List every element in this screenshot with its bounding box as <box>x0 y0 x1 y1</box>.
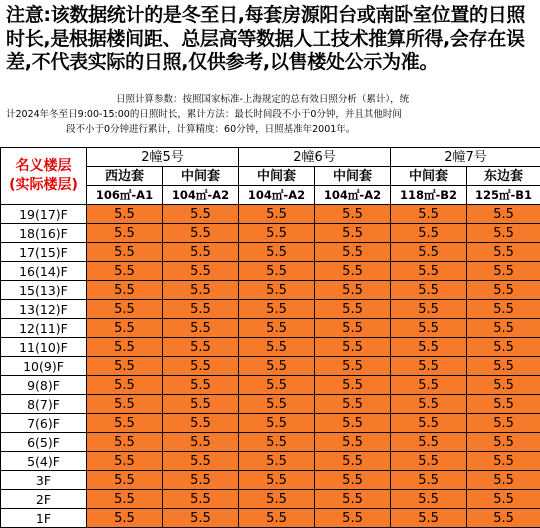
calculation-parameters <box>0 92 540 142</box>
sunlight-hours-cell: 5.5 <box>315 338 391 357</box>
sunlight-hours-cell: 5.5 <box>163 471 239 490</box>
sunlight-hours-cell: 5.5 <box>391 490 467 509</box>
unit-name: 中间套 <box>391 167 467 186</box>
sunlight-hours-cell: 5.5 <box>163 262 239 281</box>
sunlight-hours-cell: 5.5 <box>391 205 467 224</box>
sunlight-hours-cell: 5.5 <box>391 300 467 319</box>
sunlight-hours-cell: 5.5 <box>391 471 467 490</box>
sunlight-hours-cell: 5.5 <box>391 281 467 300</box>
sunlight-hours-cell: 5.5 <box>239 471 315 490</box>
floor-label: 17(15)F <box>1 243 87 262</box>
sunlight-hours-cell: 5.5 <box>87 471 163 490</box>
sunlight-hours-cell: 5.5 <box>467 433 540 452</box>
building-header: 2幢7号 <box>391 148 540 167</box>
sunlight-hours-cell: 5.5 <box>239 205 315 224</box>
sunlight-hours-cell: 5.5 <box>163 243 239 262</box>
sunlight-hours-cell: 5.5 <box>315 205 391 224</box>
table-row <box>1 281 540 300</box>
sunlight-hours-cell: 5.5 <box>239 395 315 414</box>
sunlight-hours-cell: 5.5 <box>315 376 391 395</box>
sunlight-hours-cell: 5.5 <box>87 452 163 471</box>
sunlight-hours-cell: 5.5 <box>391 395 467 414</box>
sunlight-hours-cell: 5.5 <box>163 357 239 376</box>
sunlight-hours-cell: 5.5 <box>315 452 391 471</box>
sunlight-hours-cell: 5.5 <box>391 338 467 357</box>
params-line-3: 段不小于0分钟进行累计，计算精度：60分钟，日照基准年2001年。 <box>6 122 534 137</box>
sunlight-hours-cell: 5.5 <box>315 243 391 262</box>
floor-label: 1F <box>1 509 87 528</box>
unit-name: 东边套 <box>467 167 540 186</box>
sunlight-hours-cell: 5.5 <box>239 433 315 452</box>
sunlight-hours-cell: 5.5 <box>163 281 239 300</box>
building-header-row <box>1 148 540 167</box>
sunlight-hours-cell: 5.5 <box>467 319 540 338</box>
sunlight-hours-cell: 5.5 <box>467 414 540 433</box>
sunlight-hours-cell: 5.5 <box>315 509 391 528</box>
sunlight-hours-cell: 5.5 <box>163 300 239 319</box>
sunlight-hours-cell: 5.5 <box>315 433 391 452</box>
sunlight-hours-cell: 5.5 <box>163 205 239 224</box>
unit-type: 104㎡-A2 <box>239 186 315 205</box>
floor-label: 12(11)F <box>1 319 87 338</box>
sunlight-hours-cell: 5.5 <box>391 452 467 471</box>
floor-header-line-2: (实际楼层) <box>1 176 86 195</box>
sunlight-hours-cell: 5.5 <box>163 395 239 414</box>
sunlight-hours-cell: 5.5 <box>391 224 467 243</box>
unit-name: 西边套 <box>87 167 163 186</box>
floor-label: 8(7)F <box>1 395 87 414</box>
sunlight-hours-cell: 5.5 <box>87 490 163 509</box>
sunlight-hours-cell: 5.5 <box>391 262 467 281</box>
sunlight-hours-cell: 5.5 <box>239 376 315 395</box>
sunlight-hours-cell: 5.5 <box>239 338 315 357</box>
table-row <box>1 319 540 338</box>
table-row <box>1 433 540 452</box>
table-row <box>1 376 540 395</box>
floor-label: 19(17)F <box>1 205 87 224</box>
floor-label: 9(8)F <box>1 376 87 395</box>
unit-type: 118㎡-B2 <box>391 186 467 205</box>
floor-column-header <box>1 148 87 205</box>
floor-label: 11(10)F <box>1 338 87 357</box>
floor-label: 10(9)F <box>1 357 87 376</box>
sunlight-hours-cell: 5.5 <box>163 338 239 357</box>
sunlight-hours-cell: 5.5 <box>163 490 239 509</box>
table-row <box>1 471 540 490</box>
sunlight-hours-cell: 5.5 <box>315 262 391 281</box>
sunlight-hours-cell: 5.5 <box>239 281 315 300</box>
sunlight-hours-cell: 5.5 <box>315 414 391 433</box>
sunlight-hours-cell: 5.5 <box>315 395 391 414</box>
sunlight-hours-cell: 5.5 <box>467 300 540 319</box>
sunlight-hours-cell: 5.5 <box>315 300 391 319</box>
sunlight-hours-cell: 5.5 <box>239 300 315 319</box>
table-row <box>1 509 540 528</box>
sunlight-hours-cell: 5.5 <box>87 281 163 300</box>
sunlight-hours-cell: 5.5 <box>467 205 540 224</box>
floor-label: 3F <box>1 471 87 490</box>
floor-label: 5(4)F <box>1 452 87 471</box>
sunlight-hours-cell: 5.5 <box>239 357 315 376</box>
unit-type: 104㎡-A2 <box>163 186 239 205</box>
floor-label: 7(6)F <box>1 414 87 433</box>
sunlight-hours-cell: 5.5 <box>391 319 467 338</box>
sunlight-hours-cell: 5.5 <box>315 357 391 376</box>
sunlight-hours-cell: 5.5 <box>315 319 391 338</box>
sunlight-hours-cell: 5.5 <box>87 414 163 433</box>
sunlight-hours-cell: 5.5 <box>391 509 467 528</box>
sunlight-hours-cell: 5.5 <box>239 319 315 338</box>
sunlight-hours-cell: 5.5 <box>391 357 467 376</box>
sunlight-hours-cell: 5.5 <box>315 471 391 490</box>
sunlight-hours-cell: 5.5 <box>467 376 540 395</box>
sunlight-hours-cell: 5.5 <box>163 414 239 433</box>
sunlight-hours-cell: 5.5 <box>87 205 163 224</box>
sunlight-hours-cell: 5.5 <box>87 262 163 281</box>
table-row <box>1 490 540 509</box>
sunlight-hours-cell: 5.5 <box>87 319 163 338</box>
unit-name: 中间套 <box>163 167 239 186</box>
floor-header-line-1: 名义楼层 <box>1 157 86 176</box>
sunlight-hours-cell: 5.5 <box>467 471 540 490</box>
sunlight-hours-cell: 5.5 <box>87 509 163 528</box>
sunlight-hours-cell: 5.5 <box>163 452 239 471</box>
table-row <box>1 414 540 433</box>
floor-label: 13(12)F <box>1 300 87 319</box>
sunlight-hours-cell: 5.5 <box>391 433 467 452</box>
sunlight-hours-cell: 5.5 <box>163 433 239 452</box>
sunlight-hours-cell: 5.5 <box>87 338 163 357</box>
sunlight-hours-cell: 5.5 <box>87 433 163 452</box>
table-row <box>1 338 540 357</box>
sunlight-hours-cell: 5.5 <box>315 490 391 509</box>
unit-name: 中间套 <box>315 167 391 186</box>
building-header: 2幢5号 <box>87 148 239 167</box>
sunlight-hours-cell: 5.5 <box>87 357 163 376</box>
sunlight-hours-cell: 5.5 <box>87 395 163 414</box>
sunlight-hours-cell: 5.5 <box>87 243 163 262</box>
sunlight-hours-cell: 5.5 <box>239 509 315 528</box>
sunlight-hours-cell: 5.5 <box>239 452 315 471</box>
unit-type: 106㎡-A1 <box>87 186 163 205</box>
sunlight-hours-cell: 5.5 <box>239 262 315 281</box>
params-line-2: 计2024年冬至日9:00-15:00的日照时长，累计方法：最长时间段不小于0分钟，并且其他时间 <box>6 107 534 122</box>
table-row <box>1 395 540 414</box>
sunlight-hours-cell: 5.5 <box>467 243 540 262</box>
sunlight-hours-cell: 5.5 <box>239 224 315 243</box>
building-header: 2幢6号 <box>239 148 391 167</box>
sunlight-hours-cell: 5.5 <box>467 338 540 357</box>
table-body <box>1 205 540 528</box>
sunlight-hours-cell: 5.5 <box>163 319 239 338</box>
sunlight-hours-cell: 5.5 <box>163 376 239 395</box>
unit-name: 中间套 <box>239 167 315 186</box>
sunlight-hours-cell: 5.5 <box>467 395 540 414</box>
sunlight-hours-cell: 5.5 <box>239 490 315 509</box>
notice-text: 注意:该数据统计的是冬至日,每套房源阳台或南卧室位置的日照时长,是根据楼间距、总层高等数据人工技术推算所得,会存在误差,不代表实际的日照,仅供参考,以售楼处公示为准。 <box>0 0 540 92</box>
sunlight-hours-cell: 5.5 <box>315 281 391 300</box>
table-row <box>1 262 540 281</box>
table-row <box>1 224 540 243</box>
floor-label: 6(5)F <box>1 433 87 452</box>
sunlight-hours-cell: 5.5 <box>87 376 163 395</box>
sunlight-hours-cell: 5.5 <box>315 224 391 243</box>
sunlight-hours-cell: 5.5 <box>467 281 540 300</box>
sunlight-hours-cell: 5.5 <box>467 262 540 281</box>
table-row <box>1 205 540 224</box>
params-line-1: 日照计算参数：按照国家标准-上海规定的总有效日照分析（累计），统 <box>6 92 534 107</box>
sunlight-hours-cell: 5.5 <box>391 414 467 433</box>
floor-label: 2F <box>1 490 87 509</box>
sunlight-hours-cell: 5.5 <box>87 224 163 243</box>
sunlight-hours-cell: 5.5 <box>467 452 540 471</box>
sunlight-hours-cell: 5.5 <box>391 376 467 395</box>
floor-label: 15(13)F <box>1 281 87 300</box>
sunlight-hours-cell: 5.5 <box>467 224 540 243</box>
table-row <box>1 300 540 319</box>
floor-label: 16(14)F <box>1 262 87 281</box>
sunlight-hours-cell: 5.5 <box>163 509 239 528</box>
sunlight-table <box>0 147 540 528</box>
sunlight-hours-cell: 5.5 <box>163 224 239 243</box>
sunlight-hours-cell: 5.5 <box>467 357 540 376</box>
table-row <box>1 452 540 471</box>
sunlight-hours-cell: 5.5 <box>391 243 467 262</box>
sunlight-hours-cell: 5.5 <box>87 300 163 319</box>
sunlight-hours-cell: 5.5 <box>239 243 315 262</box>
sunlight-hours-cell: 5.5 <box>239 414 315 433</box>
sunlight-hours-cell: 5.5 <box>467 509 540 528</box>
sunlight-hours-cell: 5.5 <box>467 490 540 509</box>
floor-label: 18(16)F <box>1 224 87 243</box>
unit-type: 104㎡-A2 <box>315 186 391 205</box>
table-row <box>1 357 540 376</box>
unit-type: 125㎡-B1 <box>467 186 540 205</box>
table-row <box>1 243 540 262</box>
